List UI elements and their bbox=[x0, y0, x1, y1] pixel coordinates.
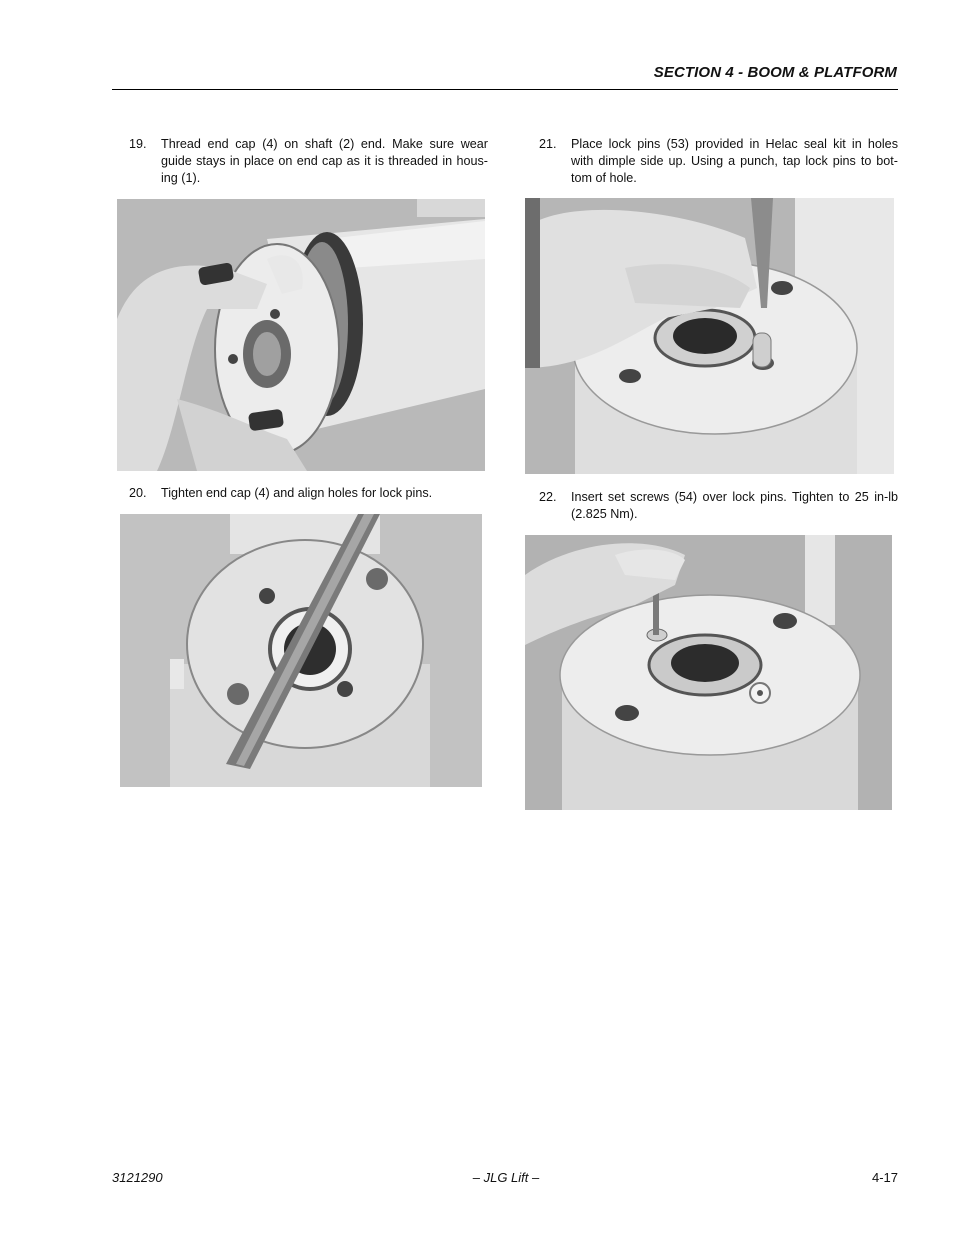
header-divider bbox=[112, 89, 898, 90]
photo-insert-set-screws bbox=[525, 535, 892, 810]
photo-tighten-end-cap bbox=[120, 514, 482, 787]
step-text-line: Insert set screws (54) over lock pins. Tighten to 25 in-lb bbox=[571, 490, 898, 504]
footer-doc-number: 3121290 bbox=[112, 1170, 163, 1185]
step-number: 20. bbox=[129, 486, 147, 500]
step-number: 19. bbox=[129, 137, 147, 151]
step-text-line: Thread end cap (4) on shaft (2) end. Make sure wear bbox=[161, 137, 488, 151]
step-number: 21. bbox=[539, 137, 557, 151]
step-number: 22. bbox=[539, 490, 557, 504]
photo-place-lock-pins bbox=[525, 198, 894, 474]
footer-center-label: – JLG Lift – bbox=[472, 1170, 540, 1185]
photo-thread-end-cap bbox=[117, 199, 485, 471]
step-text-line: Tighten end cap (4) and align holes for lock pins. bbox=[161, 486, 433, 500]
step-text-line: Place lock pins (53) provided in Helac seal kit in holes bbox=[571, 137, 898, 151]
step-text-line: with dimple side up. Using a punch, tap lock pins to bot- bbox=[571, 154, 898, 168]
step-text-line: guide stays in place on end cap as it is threaded in hous- bbox=[161, 154, 488, 168]
footer-page-number: 4-17 bbox=[871, 1170, 898, 1185]
step-text-line: (2.825 Nm). bbox=[571, 507, 638, 521]
step-text-line: ing (1). bbox=[161, 171, 201, 185]
step-text-line: tom of hole. bbox=[571, 171, 637, 185]
section-title: SECTION 4 - BOOM & PLATFORM bbox=[653, 64, 897, 81]
